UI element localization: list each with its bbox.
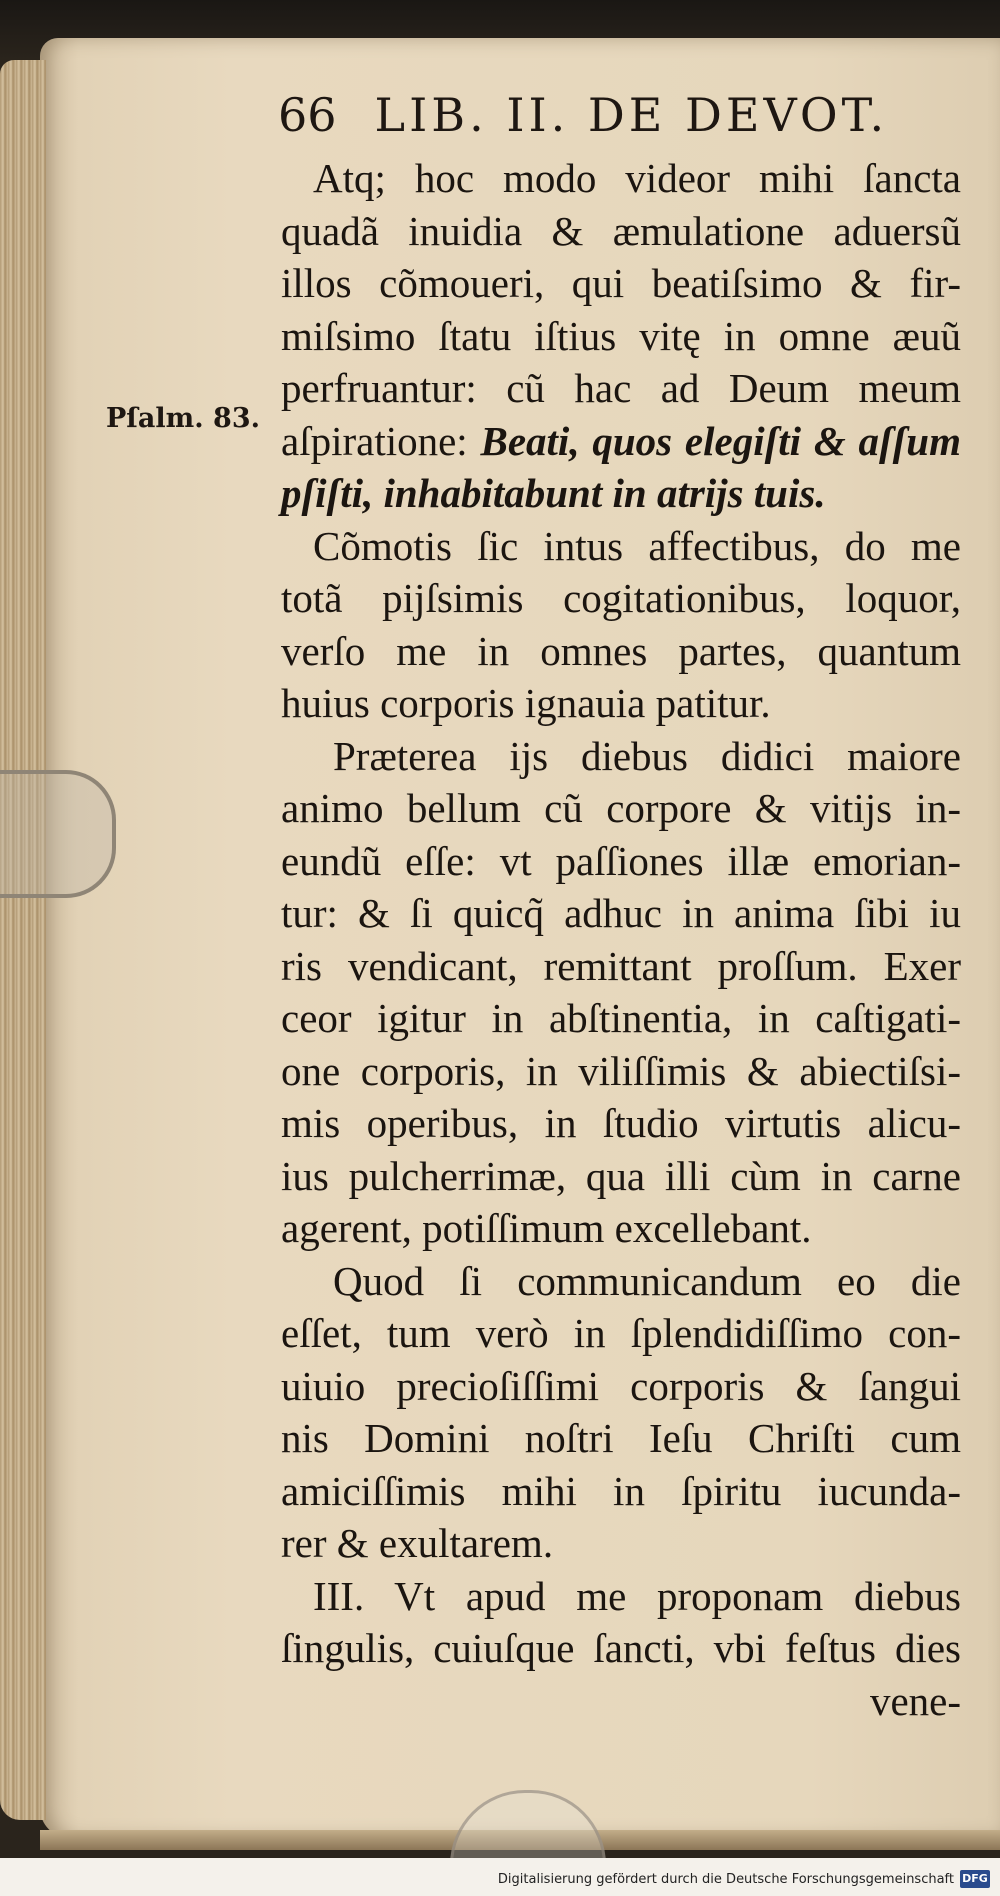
- line-text: vene-: [869, 1677, 961, 1724]
- line-text: Præterea ijs diebus didici maiore: [333, 732, 961, 779]
- text-line: [281, 1307, 961, 1360]
- line-text: rer & exultarem.: [281, 1520, 554, 1566]
- page-edges: [0, 60, 46, 1820]
- text-line: [281, 467, 961, 520]
- line-text: ceor igitur in abſtinentia, in caſtigati-: [281, 995, 961, 1041]
- line-text: perfruantur: cũ hac ad Deum meum: [281, 365, 961, 411]
- text-line: [281, 520, 961, 573]
- body-text: [281, 152, 961, 1727]
- line-text: animo bellum cũ corpore & vitijs in-: [281, 785, 961, 831]
- text-line: [281, 205, 961, 258]
- text-line: [281, 1202, 961, 1255]
- digitization-credit: Digitalisierung gefördert durch die Deutsche Forschungsgemeinschaft: [497, 1872, 954, 1887]
- text-line: [281, 1045, 961, 1098]
- line-text: one corporis, in viliſſimis & abiectiſsi-: [281, 1047, 961, 1094]
- text-line: [281, 1517, 961, 1570]
- text-line: [281, 362, 961, 415]
- line-text: ius pulcherrimæ, qua illi cùm in carne: [281, 1152, 961, 1199]
- line-text: Quod ſi communicandum eo die: [333, 1257, 961, 1304]
- line-text: aſpiratione:: [281, 417, 481, 464]
- line-text: Cõmotis ſic intus affectibus, do me: [313, 522, 961, 569]
- text-line: [281, 152, 961, 205]
- text-line: [281, 940, 961, 993]
- text-line: [281, 572, 961, 625]
- line-text: quadã inuidia & æmulatione aduersũ: [281, 207, 961, 254]
- text-line: [281, 1622, 961, 1675]
- line-text: eundũ eſſe: vt paſſiones illæ emorian-: [281, 837, 961, 884]
- line-text: mis operibus, in ſtudio virtutis alicu-: [281, 1100, 961, 1146]
- line-text: III. Vt apud me proponam diebus: [313, 1572, 961, 1619]
- line-text: eſſet, tum verò in ſplendidiſſimo con-: [281, 1310, 961, 1356]
- text-line: [281, 782, 961, 835]
- psalm-quote: pſiſti, inhabitabunt in atrijs tuis.: [281, 470, 826, 516]
- text-line: [281, 1360, 961, 1413]
- text-line: [281, 677, 961, 730]
- margin-note: Pſalm. 83.: [106, 403, 261, 434]
- text-line: [281, 1675, 961, 1728]
- line-text: miſsimo ſtatu iſtius vitę in omne æuũ: [281, 312, 961, 359]
- text-line: [281, 992, 961, 1045]
- text-line: [281, 415, 961, 468]
- line-text: uiuio precioſiſſimi corporis & ſangui: [281, 1362, 961, 1409]
- text-line: [281, 1570, 961, 1623]
- text-line: [281, 257, 961, 310]
- line-text: agerent, potiſſimum excellebant.: [281, 1205, 812, 1251]
- text-line: [281, 887, 961, 940]
- page-clip: [0, 770, 116, 898]
- running-header: [278, 88, 958, 142]
- line-text: ris vendicant, remittant proſſum. Exer: [281, 942, 961, 989]
- dfg-logo: DFG: [960, 1870, 990, 1888]
- line-text: totã pijſsimis cogitationibus, loquor,: [281, 575, 961, 621]
- text-line: [281, 1255, 961, 1308]
- text-line: [281, 835, 961, 888]
- text-line: [281, 1097, 961, 1150]
- text-line: [281, 1150, 961, 1203]
- text-line: [281, 1465, 961, 1518]
- line-text: amiciſſimis mihi in ſpiritu iucunda-: [281, 1467, 961, 1514]
- line-text: verſo me in omnes partes, quantum: [281, 627, 961, 674]
- line-text: Atq; hoc modo videor mihi ſancta: [313, 155, 961, 201]
- line-text: nis Domini noſtri Ieſu Chriſti cum: [281, 1415, 961, 1461]
- line-text: ſingulis, cuiuſque ſancti, vbi feſtus dies: [281, 1625, 961, 1671]
- line-text: huius corporis ignauia patitur.: [281, 680, 771, 726]
- text-line: [281, 310, 961, 363]
- text-line: [281, 625, 961, 678]
- text-line: [281, 730, 961, 783]
- running-title: LIB. II. DE DEVOT.: [374, 88, 889, 142]
- psalm-quote: Beati, quos elegiſti & aſſum: [480, 417, 962, 464]
- line-text: tur: & ſi quicq̃ adhuc in anima ſibi iu: [281, 890, 961, 936]
- page-number: 66: [278, 88, 337, 142]
- text-line: [281, 1412, 961, 1465]
- line-text: illos cõmoueri, qui beatiſsimo & fir-: [281, 260, 961, 306]
